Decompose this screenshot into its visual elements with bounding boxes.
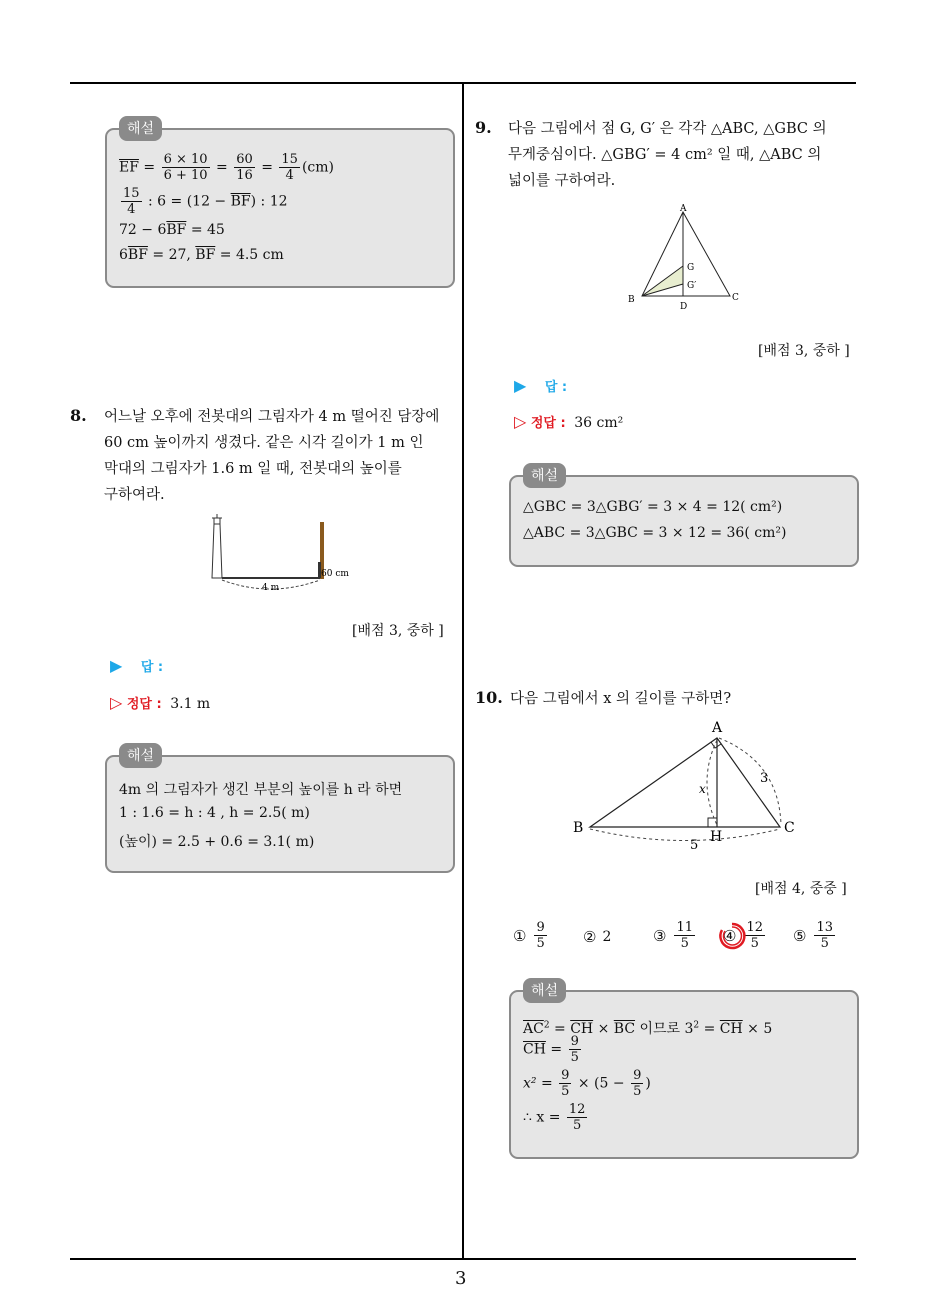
page-number: 3 [455, 1268, 467, 1289]
q10-figure [565, 712, 810, 857]
question-number-9: 9. [475, 118, 492, 137]
triangle-ABC [590, 738, 780, 827]
right-angle-A [711, 742, 721, 748]
svg-text:B: B [628, 295, 635, 305]
score-q9: [배점 3, 중하 ] [758, 343, 850, 359]
solution-tag-q7: 해설 [119, 116, 162, 141]
utility-pole [212, 514, 222, 578]
sol10-line2: $\overline{CH}$ = $\frac{9}{5}$ [523, 1034, 579, 1065]
label-4m: 4 m [262, 583, 280, 593]
arc-x [707, 740, 717, 825]
sol7-line1: $\overline{EF}$ = $\frac{6 \times 10}{6 + 10}$ = $\frac{60}{16}$ = $\frac{15}{4}$ (cm) [119, 152, 334, 183]
sol9-line2: △ABC = 3△GBC = 3 × 12 = 36( cm²) [523, 525, 787, 541]
svg-text:C: C [732, 293, 739, 303]
solution-box-q8 [105, 755, 455, 873]
sol8-line2: 1 : 1.6 = h : 4 , h = 2.5( m) [119, 805, 310, 821]
answer-line-q9: ▶ 답 : [514, 376, 568, 395]
svg-text:B: B [573, 820, 584, 836]
bottom-rule [70, 1258, 856, 1260]
score-q8: [배점 3, 중하 ] [352, 623, 444, 639]
svg-text:G: G [687, 263, 695, 273]
label-60cm: 60 cm [321, 569, 349, 579]
arc-3 [719, 738, 781, 825]
svg-text:D: D [680, 302, 688, 312]
question-number-8: 8. [70, 406, 87, 425]
option-4[interactable]: ④ $\frac{12}{5}$ [723, 920, 763, 951]
svg-text:A: A [712, 720, 723, 736]
solution-box-q10 [509, 990, 859, 1159]
sol10-line1: $\overline{AC}^2 = \overline{CH} \times \overline{BC}$ 이므로 $3^2 = \overline{CH} \times 5$ [523, 1020, 773, 1037]
question-8-text: 어느날 오후에 전봇대의 그림자가 4 m 떨어진 담장에 60 cm 높이까지 생겼다. 같은 시각 길이가 1 m 인 막대의 그림자가 1.6 m 일 때, 전봇대의 높이를 구하여라. [104, 409, 440, 503]
selected-answer-circle [717, 921, 747, 951]
correct-triangle-icon: ▷ [514, 412, 527, 431]
svg-text:3: 3 [760, 771, 769, 786]
sol8-line3: (높이) = 2.5 + 0.6 = 3.1( m) [119, 834, 315, 850]
option-1[interactable]: ① $\frac{9}{5}$ [513, 920, 545, 951]
answer-line-q8: ▶ 답 : [110, 656, 164, 675]
correct-answer-q8: ▷ 정답 : 3.1 m [110, 693, 211, 712]
sol7-line4: $6\overline{BF} = 27$, $\overline{BF} = 4.5$ cm [119, 247, 284, 263]
option-3[interactable]: ③ $\frac{11}{5}$ [653, 920, 693, 951]
svg-text:C: C [784, 820, 795, 836]
answer-arrow-icon: ▶ [110, 656, 123, 675]
correct-triangle-icon: ▷ [110, 693, 123, 712]
svg-text:H: H [710, 829, 723, 845]
sol9-line1: △GBC = 3△GBG′ = 3 × 4 = 12( cm²) [523, 499, 783, 515]
solution-tag-q10: 해설 [523, 978, 566, 1003]
q9-figure [620, 200, 750, 315]
sol8-line1: 4m 의 그림자가 생긴 부분의 높이를 h 라 하면 [119, 782, 403, 798]
svg-text:A: A [680, 204, 687, 214]
question-10-text: 다음 그림에서 x 의 길이를 구하면? [510, 691, 732, 707]
svg-text:x: x [699, 782, 706, 796]
option-5[interactable]: ⑤ $\frac{13}{5}$ [793, 920, 833, 951]
score-q10: [배점 4, 중중 ] [755, 881, 847, 897]
sol10-line3: x² = $\frac{9}{5}$ × (5 − $\frac{9}{5}$ ) [523, 1068, 651, 1099]
correct-answer-q9: ▷ 정답 : 36 cm² [514, 412, 624, 431]
solution-tag-q8: 해설 [119, 743, 162, 768]
svg-text:5: 5 [690, 838, 699, 853]
solution-box-q9 [509, 475, 859, 567]
q8-figure [200, 512, 360, 594]
svg-text:G′: G′ [687, 281, 697, 291]
column-divider [462, 82, 464, 1259]
sol10-line4: ∴ x = $\frac{12}{5}$ [523, 1102, 586, 1133]
solution-box-q7 [105, 128, 455, 288]
sol7-line2: $\frac{15}{4}$ : $6 = (12 - \overline{BF})$ : 12 [123, 186, 288, 217]
question-number-10: 10. [475, 688, 503, 707]
question-9-text: 다음 그림에서 점 G, G′ 은 각각 △ABC, △GBC 의 무게중심이다. △GBG′ = 4 cm² 일 때, △ABC 의 넓이를 구하여라. [508, 121, 827, 189]
sol7-line3: $72 - 6\overline{BF} = 45$ [119, 222, 225, 238]
arc-5 [590, 829, 780, 841]
answer-arrow-icon: ▶ [514, 376, 527, 395]
option-2[interactable]: ② 2 [583, 928, 612, 946]
triangle-ABC [642, 212, 730, 296]
solution-tag-q9: 해설 [523, 463, 566, 488]
